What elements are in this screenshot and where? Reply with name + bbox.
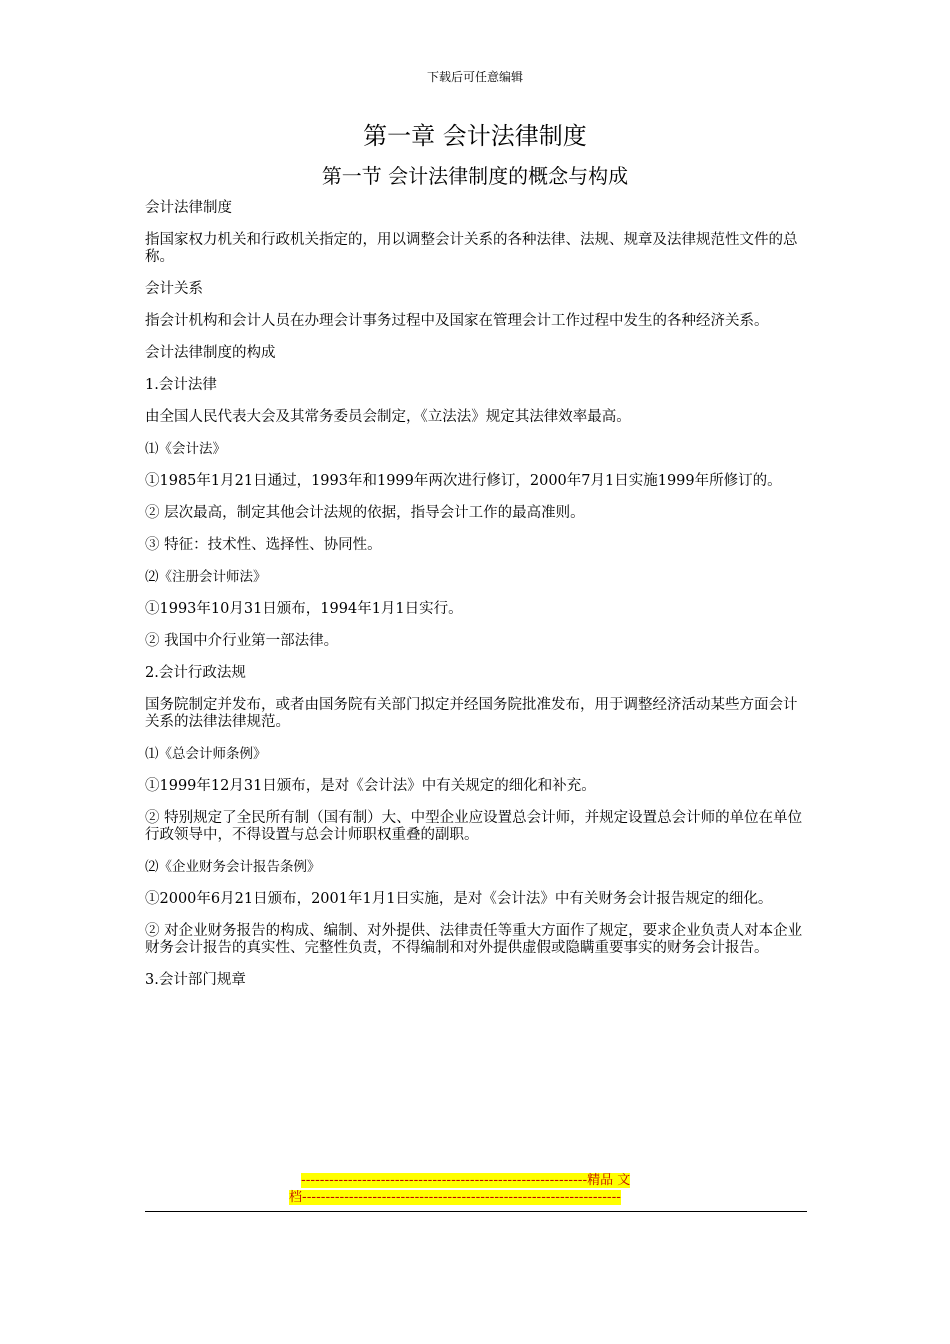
footer-divider (145, 1211, 807, 1212)
paragraph: 2.会计行政法规 (145, 665, 246, 681)
paragraph: 指国家权力机关和行政机关指定的，用以调整会计关系的各种法律、法规、规章及法律规范性文件的总称。 (145, 232, 798, 265)
paragraph: 会计法律制度的构成 (145, 345, 276, 361)
paragraph: ①2000年6月21日颁布，2001年1月1日实施，是对《会计法》中有关财务会计报告规定的细化。 (145, 891, 773, 907)
paragraph: 由全国人民代表大会及其常务委员会制定，《立法法》规定其法律效率最高。 (145, 409, 631, 425)
footer-watermark (289, 1172, 661, 1206)
paragraph: 会计法律制度 (145, 200, 232, 216)
paragraph: ② 层次最高，制定其他会计法规的依据，指导会计工作的最高准则。 (145, 505, 585, 521)
paragraph: ③ 特征：技术性、选择性、协同性。 (145, 537, 382, 553)
header-note: 下载后可任意编辑 (426, 70, 523, 84)
paragraph: 国务院制定并发布，或者由国务院有关部门拟定并经国务院批准发布，用于调整经济活动某些方面会计关系的法律法律规范。 (145, 697, 798, 730)
paragraph: ①1985年1月21日通过，1993年和1999年两次进行修订，2000年7月1日实施1999年所修订的。 (145, 473, 782, 489)
paragraph: 会计关系 (145, 281, 203, 297)
paragraph: ② 我国中介行业第一部法律。 (145, 633, 339, 649)
section-title: 第一节 会计法律制度的概念与构成 (321, 164, 629, 188)
paragraph: ⑵《企业财务会计报告条例》 (145, 859, 321, 875)
paragraph: ⑵《注册会计师法》 (145, 569, 267, 585)
paragraph: ①1999年12月31日颁布，是对《会计法》中有关规定的细化和补充。 (145, 778, 596, 794)
paragraph: 指会计机构和会计人员在办理会计事务过程中及国家在管理会计工作过程中发生的各种经济关系。 (145, 313, 769, 329)
paragraph: ② 特别规定了全民所有制（国有制）大、中型企业应设置总会计师，并规定设置总会计师的单位在单位行政领导中，不得设置与总会计师职权重叠的副职。 (145, 810, 803, 843)
paragraph: ② 对企业财务报告的构成、编制、对外提供、法律责任等重大方面作了规定，要求企业负责人对本企业财务会计报告的真实性、完整性负责，不得编制和对外提供虚假或隐瞒重要事实的财务会计报告。 (145, 923, 803, 956)
footer-line-2: 档-------------------------------------------------------------------- (289, 1190, 621, 1205)
document-body (145, 200, 807, 1004)
paragraph: 3.会计部门规章 (145, 972, 246, 988)
paragraph: ⑴《总会计师条例》 (145, 746, 267, 762)
chapter-title: 第一章 会计法律制度 (363, 122, 587, 150)
paragraph: ⑴《会计法》 (145, 441, 226, 457)
paragraph: ①1993年10月31日颁布，1994年1月1日实行。 (145, 601, 463, 617)
footer-line-1: -------------------------------------------------------------精品 文 (301, 1173, 631, 1188)
paragraph: 1.会计法律 (145, 377, 217, 393)
